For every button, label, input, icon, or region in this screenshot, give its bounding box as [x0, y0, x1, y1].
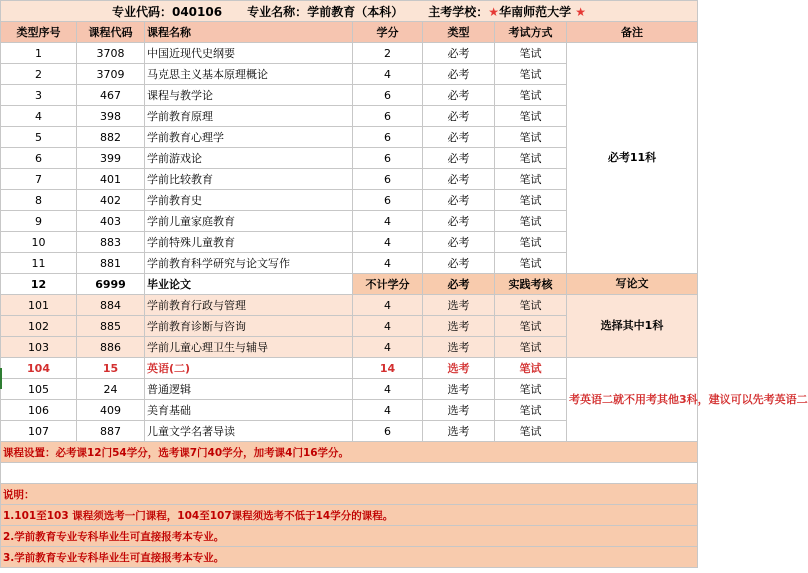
- table-row-english: [1, 358, 698, 379]
- row-no: 101: [1, 295, 77, 316]
- row-code: 24: [77, 379, 145, 400]
- row-type: 选考: [423, 421, 495, 442]
- star-icon: ★: [575, 4, 587, 19]
- row-type: 必考: [423, 190, 495, 211]
- row-type: 必考: [423, 169, 495, 190]
- row-no: 9: [1, 211, 77, 232]
- remark-required: 必考11科: [567, 43, 698, 274]
- row-exam: 笔试: [495, 85, 567, 106]
- title-cell: [1, 1, 698, 22]
- row-exam: 笔试: [495, 43, 567, 64]
- footer-setting-row: [1, 442, 698, 463]
- footer-note-2: 2.学前教育专业专科毕业生可直接报考本专业。: [1, 526, 698, 547]
- row-code: 881: [77, 253, 145, 274]
- header-credit: 学分: [353, 22, 423, 43]
- row-code: 398: [77, 106, 145, 127]
- major-name-label: 专业名称：: [247, 4, 308, 19]
- footer-notes-label-row: [1, 484, 698, 505]
- row-credit: 2: [353, 43, 423, 64]
- row-type: 必考: [423, 106, 495, 127]
- row-no: 105: [1, 379, 77, 400]
- row-credit: 4: [353, 211, 423, 232]
- row-exam: 笔试: [495, 64, 567, 85]
- row-code: 3709: [77, 64, 145, 85]
- header-remark: 备注: [567, 22, 698, 43]
- row-name: 学前儿童家庭教育: [145, 211, 353, 232]
- row-name: 学前教育史: [145, 190, 353, 211]
- row-exam: 笔试: [495, 232, 567, 253]
- footer-notes-label: 说明：: [1, 484, 698, 505]
- row-name: 学前教育诊断与咨询: [145, 316, 353, 337]
- row-code: 403: [77, 211, 145, 232]
- row-type: 选考: [423, 400, 495, 421]
- row-no: 2: [1, 64, 77, 85]
- row-credit: 4: [353, 316, 423, 337]
- row-code: 884: [77, 295, 145, 316]
- row-exam: 笔试: [495, 169, 567, 190]
- major-name: 学前教育（本科）: [307, 4, 404, 19]
- row-name: 学前教育原理: [145, 106, 353, 127]
- row-no: 1: [1, 43, 77, 64]
- row-code: 882: [77, 127, 145, 148]
- row-exam: 笔试: [495, 211, 567, 232]
- row-type: 选考: [423, 316, 495, 337]
- row-type: 必考: [423, 253, 495, 274]
- row-no: 3: [1, 85, 77, 106]
- header-type: 类型: [423, 22, 495, 43]
- title-row: [1, 1, 698, 22]
- row-credit: 4: [353, 400, 423, 421]
- row-type: 必考: [423, 43, 495, 64]
- row-exam: 笔试: [495, 295, 567, 316]
- row-name: 学前特殊儿童教育: [145, 232, 353, 253]
- remark-thesis: 写论文: [567, 274, 698, 295]
- row-type: 必考: [423, 127, 495, 148]
- row-no: 104: [1, 358, 77, 379]
- row-name: 儿童文学名著导读: [145, 421, 353, 442]
- row-name: 毕业论文: [145, 274, 353, 295]
- row-credit: 4: [353, 379, 423, 400]
- row-name: 马克思主义基本原理概论: [145, 64, 353, 85]
- row-no: 10: [1, 232, 77, 253]
- row-exam: 笔试: [495, 379, 567, 400]
- footer-note-1: 1.101至103 课程须选考一门课程，104至107课程须选考不低于14学分的课程。: [1, 505, 698, 526]
- row-exam: 笔试: [495, 127, 567, 148]
- row-no: 106: [1, 400, 77, 421]
- row-credit: 6: [353, 127, 423, 148]
- row-code: 6999: [77, 274, 145, 295]
- remark-english: 考英语二就不用考其他3科，建议可以先考英语二: [567, 358, 698, 442]
- row-credit: 6: [353, 85, 423, 106]
- row-name: 美育基础: [145, 400, 353, 421]
- row-name: 学前儿童心理卫生与辅导: [145, 337, 353, 358]
- row-credit: 6: [353, 169, 423, 190]
- table-row: [1, 43, 698, 64]
- footer-note-3: 3.学前教育专业专科毕业生可直接报考本专业。: [1, 547, 698, 568]
- row-exam: 笔试: [495, 106, 567, 127]
- major-code-label: 专业代码：: [111, 4, 172, 19]
- footer-blank-row: [1, 463, 698, 484]
- row-type: 必考: [423, 232, 495, 253]
- row-code: 15: [77, 358, 145, 379]
- row-exam: 笔试: [495, 400, 567, 421]
- row-code: 885: [77, 316, 145, 337]
- school-label: 主考学校：: [428, 4, 489, 19]
- row-type: 选考: [423, 337, 495, 358]
- major-code: 040106: [171, 4, 223, 19]
- row-no: 102: [1, 316, 77, 337]
- table-row: [1, 295, 698, 316]
- row-name: 学前教育行政与管理: [145, 295, 353, 316]
- row-exam: 笔试: [495, 148, 567, 169]
- footer-note1-row: [1, 505, 698, 526]
- row-name: 中国近现代史纲要: [145, 43, 353, 64]
- header-exam: 考试方式: [495, 22, 567, 43]
- row-exam: 笔试: [495, 253, 567, 274]
- row-no: 5: [1, 127, 77, 148]
- star-icon: ★: [488, 4, 500, 19]
- row-type: 选考: [423, 379, 495, 400]
- header-no: 类型序号: [1, 22, 77, 43]
- row-exam: 笔试: [495, 358, 567, 379]
- row-type: 必考: [423, 274, 495, 295]
- row-no: 11: [1, 253, 77, 274]
- header-row: [1, 22, 698, 43]
- row-name: 学前比较教育: [145, 169, 353, 190]
- row-credit: 6: [353, 421, 423, 442]
- row-exam: 笔试: [495, 421, 567, 442]
- row-code: 883: [77, 232, 145, 253]
- row-type: 必考: [423, 64, 495, 85]
- row-name: 学前游戏论: [145, 148, 353, 169]
- row-code: 402: [77, 190, 145, 211]
- row-name: 普通逻辑: [145, 379, 353, 400]
- row-code: 401: [77, 169, 145, 190]
- footer-setting: 课程设置：必考课12门54学分，选考课7门40学分，加考课4门16学分。: [1, 442, 698, 463]
- footer-blank: [1, 463, 698, 484]
- row-code: 3708: [77, 43, 145, 64]
- row-code: 409: [77, 400, 145, 421]
- row-name: 学前教育科学研究与论文写作: [145, 253, 353, 274]
- row-name: 英语(二): [145, 358, 353, 379]
- row-no: 4: [1, 106, 77, 127]
- row-code: 887: [77, 421, 145, 442]
- row-credit: 4: [353, 64, 423, 85]
- row-no: 107: [1, 421, 77, 442]
- row-credit: 4: [353, 253, 423, 274]
- row-code: 467: [77, 85, 145, 106]
- row-code: 886: [77, 337, 145, 358]
- row-name: 课程与教学论: [145, 85, 353, 106]
- row-exam: 实践考核: [495, 274, 567, 295]
- remark-choose-one: 选择其中1科: [567, 295, 698, 358]
- row-credit: 4: [353, 337, 423, 358]
- header-name: 课程名称: [145, 22, 353, 43]
- row-no: 7: [1, 169, 77, 190]
- row-no: 8: [1, 190, 77, 211]
- row-type: 选考: [423, 358, 495, 379]
- row-exam: 笔试: [495, 316, 567, 337]
- row-credit: 4: [353, 232, 423, 253]
- row-credit: 6: [353, 106, 423, 127]
- row-credit: 14: [353, 358, 423, 379]
- row-no: 12: [1, 274, 77, 295]
- row-exam: 笔试: [495, 337, 567, 358]
- row-no: 6: [1, 148, 77, 169]
- row-credit: 6: [353, 148, 423, 169]
- row-exam: 笔试: [495, 190, 567, 211]
- row-type: 必考: [423, 148, 495, 169]
- footer-note3-row: [1, 547, 698, 568]
- row-credit: 不计学分: [353, 274, 423, 295]
- row-credit: 4: [353, 295, 423, 316]
- row-no: 103: [1, 337, 77, 358]
- school-name: 华南师范大学: [499, 4, 572, 19]
- row-type: 选考: [423, 295, 495, 316]
- row-type: 必考: [423, 211, 495, 232]
- row-type: 必考: [423, 85, 495, 106]
- footer-note2-row: [1, 526, 698, 547]
- row-selection-marker: [0, 368, 2, 389]
- header-code: 课程代码: [77, 22, 145, 43]
- row-name: 学前教育心理学: [145, 127, 353, 148]
- row-code: 399: [77, 148, 145, 169]
- row-credit: 6: [353, 190, 423, 211]
- table-row-thesis: [1, 274, 698, 295]
